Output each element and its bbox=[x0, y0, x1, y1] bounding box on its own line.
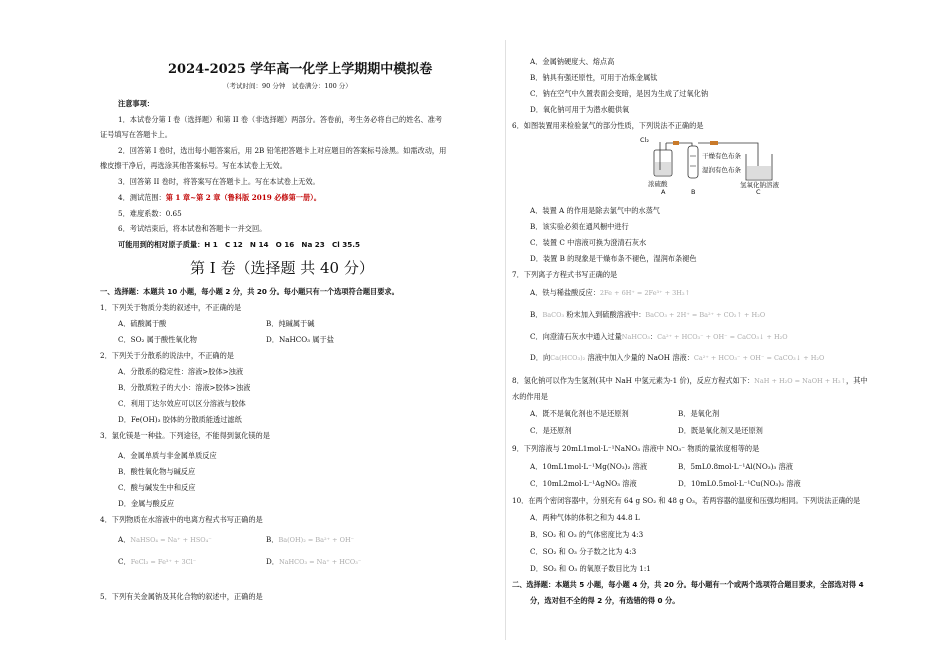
q10-option-c: C．SO₂ 和 O₃ 分子数之比为 4:3 bbox=[530, 547, 637, 556]
q7-option-c-formula-1: NaHCO₃ bbox=[621, 333, 650, 341]
q7-option-c-text: C．向澄清石灰水中通入过量 bbox=[530, 332, 622, 341]
note-1b: 证号填写在答题卡上。 bbox=[100, 130, 172, 139]
note-4-prefix: 4．测试范围： bbox=[118, 193, 166, 202]
q1-option-b: B．纯碱属于碱 bbox=[266, 319, 315, 328]
note-4 bbox=[118, 193, 321, 203]
q10-option-d: D．SO₂ 和 O₃ 的氧原子数目比为 1:1 bbox=[530, 564, 651, 573]
q4-option-a-label: A． bbox=[118, 535, 131, 544]
q8-equation: NaH + H₂O = NaOH + H₂↑ bbox=[754, 377, 846, 385]
q2-stem: 2．下列关于分散系的说法中，不正确的是 bbox=[100, 351, 234, 360]
note-3: 3．回答第 II 卷时，将答案写在答题卡上。写在本试卷上无效。 bbox=[118, 177, 320, 186]
notes-heading: 注意事项： bbox=[118, 99, 154, 108]
q7-option-d bbox=[530, 353, 824, 363]
q3-stem: 3．氯化镁是一种盐。下列途径，不能得到氯化镁的是 bbox=[100, 431, 270, 440]
volume-1-heading: 第 I 卷（选择题 共 40 分） bbox=[190, 259, 374, 277]
diagram-a-label: A bbox=[661, 188, 666, 196]
q5-option-b: B．钠具有强还原性，可用于冶炼金属钛 bbox=[530, 73, 658, 82]
note-2b: 橡皮擦干净后，再选涂其他答案标号。写在本试卷上无效。 bbox=[100, 161, 287, 170]
exam-title: 2024-2025 学年高一化学上学期期中模拟卷 bbox=[168, 62, 433, 77]
q4-option-b bbox=[266, 535, 354, 545]
q3-option-a: A．金属单质与非金属单质反应 bbox=[118, 451, 217, 460]
q8-stem-a: 8．氢化钠可以作为生氢剂(其中 NaH 中氢元素为-1 价)，反应方程式如下： bbox=[512, 376, 755, 385]
q7-option-d-formula-1: Ca(HCO₃)₂ bbox=[550, 354, 586, 362]
q6-option-c: C．装置 C 中溶液可换为澄清石灰水 bbox=[530, 238, 647, 247]
q5-option-c: C．钠在空气中久置表面会变暗，是因为生成了过氧化钠 bbox=[530, 89, 709, 98]
note-2a: 2．回答第 I 卷时，选出每小题答案后，用 2B 铅笔把答题卡上对应题目的答案标号涂黑。如需改动，用 bbox=[118, 146, 447, 155]
section-2-heading-line2: 分，选对但不全的得 2 分，有选错的得 0 分。 bbox=[530, 596, 680, 605]
q2-option-a: A．分散系的稳定性：溶液>胶体>浊液 bbox=[118, 367, 244, 376]
q8-option-a: A．既不是氧化剂也不是还原剂 bbox=[530, 409, 629, 418]
q8-stem-line2: 水的作用是 bbox=[512, 392, 548, 401]
q7-option-c bbox=[530, 332, 788, 342]
diagram-acid-label: 浓硫酸 bbox=[648, 180, 668, 188]
q4-option-a bbox=[118, 535, 212, 545]
q7-option-b-formula-1: BaCO₃ bbox=[542, 311, 565, 319]
q9-option-a: A．10mL1mol·L⁻¹Mg(NO₃)₂ 溶液 bbox=[530, 462, 648, 471]
q4-option-b-formula: Ba(OH)₂ = Ba²⁺ + OH⁻ bbox=[278, 536, 355, 544]
q7-option-c-sep: ： bbox=[649, 332, 658, 341]
diagram-wet-cloth-label: 湿润有色布条 bbox=[702, 166, 741, 174]
q1-option-c: C．SO₂ 属于酸性氧化物 bbox=[118, 335, 197, 344]
q8-option-d: D．既是氧化剂又是还原剂 bbox=[678, 426, 763, 435]
section-1-heading: 一、选择题：本题共 10 小题，每小题 2 分，共 20 分。每小题只有一个选项符合题目要求。 bbox=[100, 287, 399, 296]
atomic-masses: 可能用到的相对原子质量：H 1 C 12 N 14 O 16 Na 23 Cl 35.5 bbox=[118, 240, 360, 249]
q9-option-d: D．10mL0.5mol·L⁻¹Cu(NO₃)₂ 溶液 bbox=[678, 479, 801, 488]
column-divider bbox=[505, 40, 506, 640]
q4-option-d bbox=[266, 557, 361, 567]
q3-option-c: C．酸与碱发生中和反应 bbox=[118, 483, 196, 492]
q10-option-b: B．SO₂ 和 O₃ 的气体密度比为 4:3 bbox=[530, 530, 644, 539]
q6-apparatus-diagram bbox=[640, 136, 810, 196]
q4-option-a-formula: NaHSO₄ = Na⁺ + HSO₄⁻ bbox=[130, 536, 212, 544]
q2-option-d: D．Fe(OH)₃ 胶体的分散质能透过滤纸 bbox=[118, 415, 242, 424]
q7-option-a-formula: 2Fe + 6H⁺ = 2Fe³⁺ + 3H₂↑ bbox=[599, 289, 691, 297]
q5-option-d: D．氧化钠可用于为潜水艇供氧 bbox=[530, 105, 630, 114]
q5-stem: 5．下列有关金属钠及其化合物的叙述中，正确的是 bbox=[100, 592, 263, 601]
q7-option-d-label: D．向 bbox=[530, 353, 551, 362]
q4-option-c-label: C． bbox=[118, 557, 131, 566]
q3-option-b: B．酸性氧化物与碱反应 bbox=[118, 467, 196, 476]
note-6: 6．考试结束后，将本试卷和答题卡一并交回。 bbox=[118, 224, 267, 233]
q10-option-a: A．两种气体的体积之和为 44.8 L bbox=[530, 513, 640, 522]
q7-option-b-text: 粉末加入到硫酸溶液中： bbox=[564, 310, 646, 319]
q8-stem-line1 bbox=[512, 376, 868, 386]
q4-option-b-label: B． bbox=[266, 535, 279, 544]
q1-option-d: D．NaHCO₃ 属于盐 bbox=[266, 335, 334, 344]
q7-option-a-text: A．铁与稀盐酸反应： bbox=[530, 288, 600, 297]
q9-option-b: B．5mL0.8mol·L⁻¹Al(NO₃)₃ 溶液 bbox=[678, 462, 793, 471]
q4-option-c bbox=[118, 557, 196, 567]
q6-option-a: A．装置 A 的作用是除去氯气中的水蒸气 bbox=[530, 206, 660, 215]
q7-option-a bbox=[530, 288, 690, 298]
q7-option-d-formula-2: Ca²⁺ + HCO₃⁻ + OH⁻ = CaCO₃↓ + H₂O bbox=[693, 354, 825, 362]
q1-stem: 1．下列关于物质分类的叙述中，不正确的是 bbox=[100, 303, 242, 312]
q7-option-b bbox=[530, 310, 765, 320]
diagram-cl2-label: Cl₂ bbox=[640, 136, 649, 144]
q9-option-c: C．10mL2mol·L⁻¹AgNO₃ 溶液 bbox=[530, 479, 637, 488]
exam-subtitle: （考试时间：90 分钟 试卷满分：100 分） bbox=[223, 82, 352, 90]
q3-option-d: D．金属与酸反应 bbox=[118, 499, 175, 508]
note-4-range: 第 1 章~第 2 章（鲁科版 2019 必修第一册）。 bbox=[165, 193, 321, 202]
diagram-c-label: C bbox=[756, 188, 761, 196]
q4-option-d-label: D． bbox=[266, 557, 279, 566]
q9-stem: 9．下列溶液与 20mL1mol·L⁻¹NaNO₃ 溶液中 NO₃⁻ 物质的量浓度相等的是 bbox=[512, 444, 760, 453]
note-5: 5．难度系数：0.65 bbox=[118, 209, 182, 218]
q7-stem: 7．下列离子方程式书写正确的是 bbox=[512, 270, 618, 279]
q8-stem-b: ，其中 bbox=[846, 376, 868, 385]
q7-option-b-label: B． bbox=[530, 310, 543, 319]
q2-option-b: B．分散质粒子的大小：溶液>胶体>浊液 bbox=[118, 383, 251, 392]
q8-option-c: C．是还原剂 bbox=[530, 426, 572, 435]
q8-option-b: B．是氧化剂 bbox=[678, 409, 720, 418]
diagram-b-label: B bbox=[691, 188, 696, 196]
q2-option-c: C．利用丁达尔效应可以区分溶液与胶体 bbox=[118, 399, 246, 408]
q1-option-a: A．硫酸属于酸 bbox=[118, 319, 167, 328]
note-1a: 1．本试卷分第 I 卷（选择题）和第 II 卷（非选择题）两部分。答卷前，考生务必将自己的姓名、准考 bbox=[118, 115, 443, 124]
diagram-dry-cloth-label: 干燥有色布条 bbox=[702, 152, 741, 160]
q5-option-a: A．金属钠硬度大、熔点高 bbox=[530, 57, 615, 66]
q4-option-c-formula: FeCl₃ = Fe³⁺ + 3Cl⁻ bbox=[130, 558, 197, 566]
q7-option-d-text: 溶液中加入少量的 NaOH 溶液： bbox=[585, 353, 694, 362]
q6-option-d: D．装置 B 的现象是干燥布条不褪色，湿润布条褪色 bbox=[530, 254, 697, 263]
q6-option-b: B．该实验必须在通风橱中进行 bbox=[530, 222, 629, 231]
q7-option-c-formula-2: Ca²⁺ + HCO₃⁻ + OH⁻ = CaCO₃↓ + H₂O bbox=[657, 333, 788, 341]
q4-stem: 4．下列物质在水溶液中的电离方程式书写正确的是 bbox=[100, 515, 263, 524]
q10-stem: 10．在两个密闭容器中，分别充有 64 g SO₂ 和 48 g O₃，若两容器的温度和压强均相同。下列说法正确的是 bbox=[512, 496, 861, 505]
q6-stem: 6．如图装置用来检验氯气的部分性质，下列说法不正确的是 bbox=[512, 121, 704, 130]
q4-option-d-formula: NaHCO₃ = Na⁺ + HCO₃⁻ bbox=[278, 558, 362, 566]
diagram-naoh-label: 氢氧化钠溶液 bbox=[740, 181, 779, 189]
q7-option-b-formula-2: BaCO₃ + 2H⁺ = Ba²⁺ + CO₂↑ + H₂O bbox=[645, 311, 766, 319]
section-2-heading-line1: 二、选择题：本题共 5 小题，每小题 4 分，共 20 分。每小题有一个或两个选项符合题目要求，全部选对得 4 bbox=[512, 580, 864, 589]
